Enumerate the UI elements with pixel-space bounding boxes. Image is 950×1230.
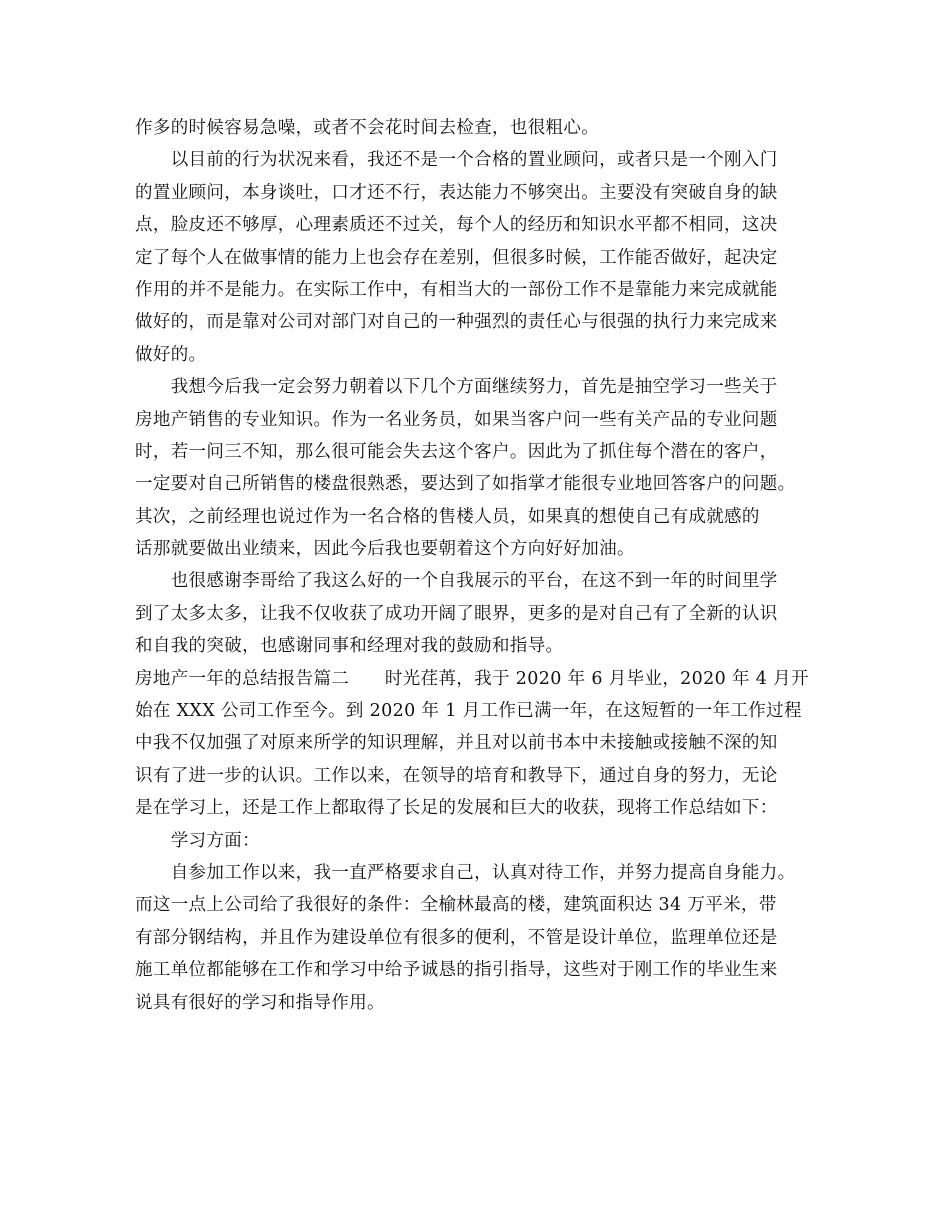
text-line: 到了太多太多，让我不仅收获了成功开阔了眼界，更多的是对自己有了全新的认识 [135,603,778,624]
text-line: 话那就要做出业绩来，因此今后我也要朝着这个方向好好加油。 [135,539,635,560]
text-line: 而这一点上公司给了我很好的条件：全榆林最高的楼，建筑面积达 34 万平米，带 [135,895,777,916]
text-line: 点，脸皮还不够厚，心理素质还不过关，每个人的经历和知识水平都不相同，这决 [135,215,778,236]
text-line: 说具有很好的学习和指导作用。 [135,992,385,1013]
text-line: 始在 XXX 公司工作至今。到 2020 年 1 月工作已满一年，在这短暂的一年工作过程 [135,701,802,722]
text-line: 识有了进一步的认识。工作以来，在领导的培育和教导下，通过自身的努力，无论 [135,765,778,786]
text-line: 做好的，而是靠对公司对部门对自己的一种强烈的责任心与很强的执行力来完成来 [135,312,778,333]
text-line: 其次，之前经理也说过作为一名合格的售楼人员，如果真的想使自己有成就感的 [135,506,760,527]
text-line: 以目前的行为状况来看，我还不是一个合格的置业顾问，或者只是一个刚入门 [135,150,778,171]
text-line: 的置业顾问，本身谈吐，口才还不行，表达能力不够突出。主要没有突破自身的缺 [135,182,778,203]
text-line: 也很感谢李哥给了我这么好的一个自我展示的平台，在这不到一年的时间里学 [135,571,778,592]
subheading-line: 学习方面： [135,830,260,851]
text-line: 作用的并不是能力。在实际工作中，有相当大的一部份工作不是靠能力来完成就能 [135,279,778,300]
text-line: 中我不仅加强了对原来所学的知识理解，并且对以前书本中未接触或接触不深的知 [135,733,778,754]
text-line: 时，若一问三不知，那么很可能会失去这个客户。因此为了抓住每个潜在的客户， [135,441,778,462]
text-line: 有部分钢结构，并且作为建设单位有很多的便利，不管是设计单位，监理单位还是 [135,927,778,948]
text-line: 一定要对自己所销售的楼盘很熟悉，要达到了如指掌才能很专业地回答客户的问题。 [135,474,796,495]
section-heading-line: 房地产一年的总结报告篇二 时光荏苒，我于 2020 年 6 月毕业，2020 年 4 月开 [135,668,809,689]
text-line: 作多的时候容易急噪，或者不会花时间去检查，也很粗心。 [135,118,600,138]
text-line: 和自我的突破，也感谢同事和经理对我的鼓励和指导。 [135,636,564,657]
text-line: 做好的。 [135,344,207,365]
document-body [135,112,830,1019]
text-line: 房地产销售的专业知识。作为一名业务员，如果当客户问一些有关产品的专业问题 [135,409,778,430]
text-line: 定了每个人在做事情的能力上也会存在差别，但很多时候，工作能否做好，起决定 [135,247,778,268]
text-line: 施工单位都能够在工作和学习中给予诚恳的指引指导，这些对于刚工作的毕业生来 [135,960,778,981]
text-line: 是在学习上，还是工作上都取得了长足的发展和巨大的收获，现将工作总结如下： [135,798,778,819]
text-line: 我想今后我一定会努力朝着以下几个方面继续努力，首先是抽空学习一些关于 [135,377,778,398]
text-line: 自参加工作以来，我一直严格要求自己，认真对待工作，并努力提高自身能力。 [135,862,796,883]
